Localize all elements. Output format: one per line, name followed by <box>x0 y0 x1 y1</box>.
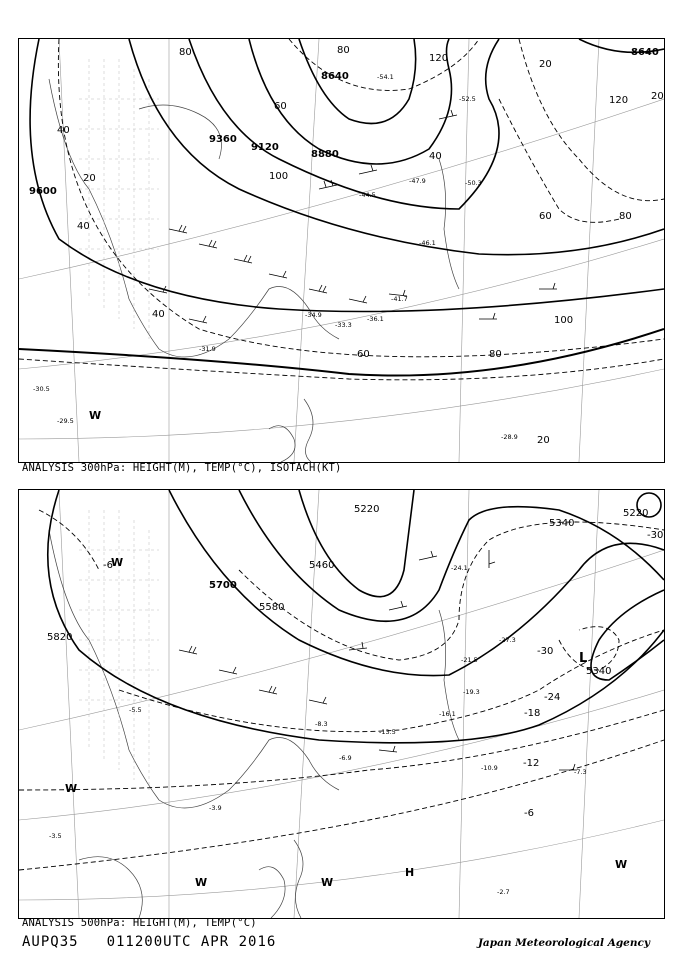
station-temp: -36.1 <box>367 315 384 323</box>
isotach-label: 80 <box>337 45 350 56</box>
isotach-label: 20 <box>651 91 664 102</box>
station-temp: -13.5 <box>379 728 396 736</box>
temperature-label: -30 <box>647 530 664 541</box>
isotach-label: 20 <box>537 435 550 446</box>
station-temperatures <box>49 564 587 896</box>
isotach-label: 40 <box>57 125 70 136</box>
station-temp: -34.9 <box>305 311 322 319</box>
warm-center-mark: W <box>65 782 78 795</box>
height-labels <box>29 47 659 197</box>
agency-credit: Japan Meteorological Agency <box>477 937 650 949</box>
isotach-label: 40 <box>77 221 90 232</box>
height-label: 5220 <box>623 508 649 519</box>
temperature-label: -30 <box>537 646 554 657</box>
station-temp: -19.3 <box>463 688 480 696</box>
station-temp: -47.9 <box>409 177 426 185</box>
station-temp: -33.3 <box>335 321 352 329</box>
station-temp: -6.9 <box>339 754 352 762</box>
isotach-labels <box>57 45 664 446</box>
warm-center-mark: W <box>89 409 102 422</box>
warm-center-mark: W <box>195 876 208 889</box>
station-temperatures <box>33 73 518 441</box>
station-temp: -31.9 <box>199 345 216 353</box>
temperature-label: -12 <box>523 758 540 769</box>
station-temp: -29.5 <box>57 417 74 425</box>
height-label: 5580 <box>259 602 285 613</box>
isotach-label: 80 <box>179 47 192 58</box>
isotach-label: 100 <box>269 171 289 182</box>
panel-caption-500hpa: ANALYSIS 500hPa: HEIGHT(M), TEMP(°C) <box>22 917 257 929</box>
height-label: 5220 <box>354 504 380 515</box>
station-temp: -54.1 <box>377 73 394 81</box>
height-label: 8880 <box>311 149 339 160</box>
height-label: 5340 <box>586 666 612 677</box>
temperature-label: -24 <box>544 692 561 703</box>
analysis-300hpa-map <box>18 38 665 463</box>
station-temp: -8.3 <box>315 720 328 728</box>
map-500hpa-svg <box>19 490 664 918</box>
station-temp: -3.9 <box>209 804 222 812</box>
temperature-label: -6 <box>103 560 113 571</box>
height-label: 8640 <box>321 71 349 82</box>
height-label: 5460 <box>309 560 335 571</box>
analysis-500hpa-map <box>18 489 665 919</box>
height-labels <box>47 504 648 677</box>
warm-center-mark: W <box>321 876 334 889</box>
isotach-label: 60 <box>357 349 370 360</box>
height-label: 8640 <box>631 47 659 58</box>
map-300hpa-svg <box>19 39 664 462</box>
station-temp: -46.1 <box>419 239 436 247</box>
station-temp: -10.9 <box>481 764 498 772</box>
high-center-mark: H <box>405 866 415 879</box>
chart-identifier <box>22 934 276 950</box>
station-temp: -2.7 <box>497 888 510 896</box>
isotach-label: 120 <box>429 53 449 64</box>
isotach-label: 60 <box>274 101 287 112</box>
chart-code: AUPQ35 <box>22 934 79 950</box>
low-center-mark: L <box>579 651 588 666</box>
isotach-label: 80 <box>489 349 502 360</box>
wind-barbs <box>179 550 577 770</box>
height-label: 5700 <box>209 580 237 591</box>
isotach-label: 20 <box>539 59 552 70</box>
station-temp: -24.1 <box>451 564 468 572</box>
isotach-label: 100 <box>554 315 574 326</box>
station-temp: -52.5 <box>459 95 476 103</box>
station-temp: -5.5 <box>129 706 142 714</box>
sample-grid <box>79 59 159 339</box>
isotach-label: 40 <box>429 151 442 162</box>
temperature-label: -6 <box>524 808 534 819</box>
station-temp: -50.3 <box>465 179 482 187</box>
warm-center-mark: W <box>111 556 124 569</box>
height-label: 5340 <box>549 518 575 529</box>
isotach-label: 120 <box>609 95 629 106</box>
valid-time: 011200UTC APR 2016 <box>106 934 277 950</box>
panel-caption-300hpa: ANALYSIS 300hPa: HEIGHT(M), TEMP(°C), ISOTACH(KT) <box>22 462 342 474</box>
isotach-label: 80 <box>619 211 632 222</box>
station-temp: -28.9 <box>501 433 518 441</box>
temperature-label: -18 <box>524 708 541 719</box>
station-temp: -41.7 <box>391 295 408 303</box>
jet-axis <box>19 329 664 376</box>
station-temp: -21.5 <box>461 656 478 664</box>
station-temp: -27.3 <box>499 636 516 644</box>
height-label: 9360 <box>209 134 237 145</box>
isotach-label: 20 <box>83 173 96 184</box>
height-label: 5820 <box>47 632 73 643</box>
isotach-label: 60 <box>539 211 552 222</box>
sample-grid <box>79 510 159 790</box>
warm-center-mark: W <box>615 858 628 871</box>
station-temp: -3.5 <box>49 832 62 840</box>
station-temp: -30.5 <box>33 385 50 393</box>
isotach-label: 40 <box>152 309 165 320</box>
station-temp: -16.1 <box>439 710 456 718</box>
height-label: 9120 <box>251 142 279 153</box>
station-temp: -44.5 <box>359 191 376 199</box>
height-label: 9600 <box>29 186 57 197</box>
station-temp: -7.3 <box>574 768 587 776</box>
